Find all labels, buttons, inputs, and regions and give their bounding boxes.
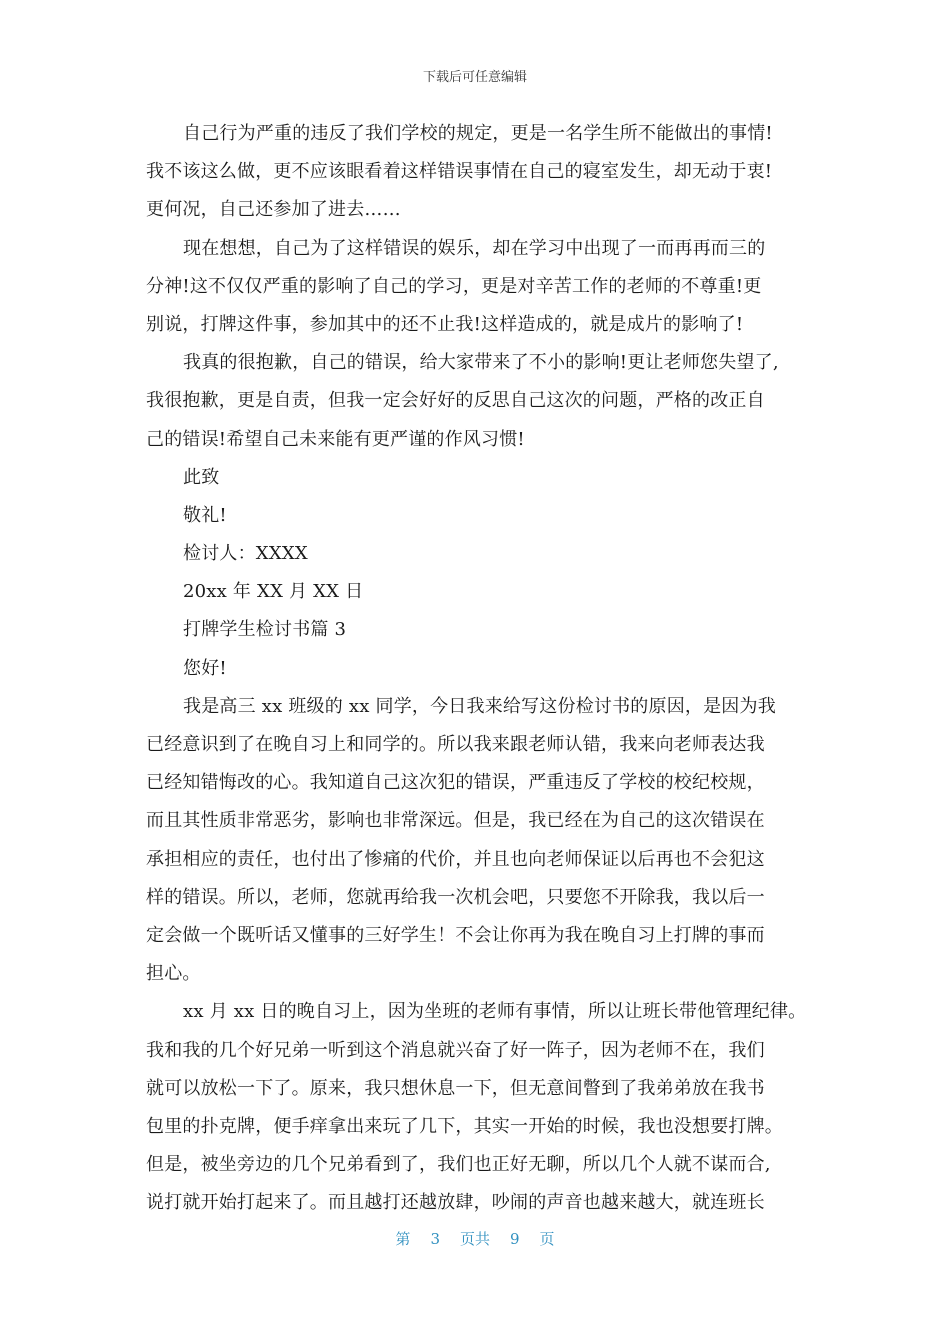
text-line: 自己行为严重的违反了我们学校的规定，更是一名学生所不能做出的事情! <box>183 123 773 144</box>
footer-prefix: 第 <box>395 1230 411 1248</box>
document-body <box>146 120 836 1227</box>
text-line: 包里的扑克牌，便手痒拿出来玩了几下，其实一开始的时候，我也没想要打牌。 <box>146 1115 783 1137</box>
page-footer <box>0 1228 950 1249</box>
text-line: 说打就开始打起来了。而且越打还越放肆，吵闹的声音也越来越大，就连班长 <box>146 1192 765 1214</box>
text-line: xx 月 xx 日的晚自习上，因为坐班的老师有事情，所以让班长带他管理纪律。 <box>183 1001 807 1023</box>
text-line: 而且其性质非常恶劣，影响也非常深远。但是，我已经在为自己的这次错误在 <box>146 810 765 832</box>
text-line: 检讨人：XXXX <box>183 543 308 565</box>
text-line: 敬礼! <box>183 504 227 526</box>
footer-middle: 页共 <box>459 1230 490 1248</box>
text-line: 我很抱歉，更是自责，但我一定会好好的反思自己这次的问题，严格的改正自 <box>146 390 765 412</box>
text-line: 20xx 年 XX 月 XX 日 <box>183 581 364 603</box>
page-header: 下载后可任意编辑 <box>422 70 527 85</box>
text-line: 样的错误。所以，老师，您就再给我一次机会吧，只要您不开除我，我以后一 <box>146 886 765 908</box>
text-line: 我和我的几个好兄弟一听到这个消息就兴奋了好一阵子，因为老师不在，我们 <box>146 1039 765 1061</box>
text-line: 我不该这么做，更不应该眼看着这样错误事情在自己的寝室发生，却无动于衷! <box>146 161 773 183</box>
text-line: 承担相应的责任，也付出了惨痛的代价，并且也向老师保证以后再也不会犯这 <box>146 848 765 870</box>
text-line: 已经意识到了在晚自习上和同学的。所以我来跟老师认错，我来向老师表达我 <box>146 734 765 755</box>
text-line: 您好! <box>183 657 227 679</box>
text-line: 别说，打牌这件事，参加其中的还不止我!这样造成的，就是成片的影响了! <box>146 313 744 335</box>
text-line: 分神!这不仅仅严重的影响了自己的学习，更是对辛苦工作的老师的不尊重!更 <box>146 275 762 297</box>
text-line: 担心。 <box>146 963 201 985</box>
text-line: 现在想想，自己为了这样错误的娱乐，却在学习中出现了一而再再而三的 <box>183 237 766 259</box>
section-title: 打牌学生检讨书篇 3 <box>183 619 347 641</box>
text-line: 我真的很抱歉，自己的错误，给大家带来了不小的影响!更让老师您失望了, <box>183 352 779 374</box>
text-line: 更何况，自己还参加了进去…… <box>146 199 401 221</box>
text-line: 但是，被坐旁边的几个兄弟看到了，我们也正好无聊，所以几个人就不谋而合, <box>146 1154 771 1176</box>
text-line: 已经知错悔改的心。我知道自己这次犯的错误，严重违反了学校的校纪校规， <box>146 772 765 794</box>
footer-suffix: 页 <box>539 1230 555 1248</box>
text-line: 我是高三 xx 班级的 xx 同学，今日我来给写这份检讨书的原因，是因为我 <box>183 695 776 717</box>
text-line: 就可以放松一下了。原来，我只想休息一下，但无意间瞥到了我弟弟放在我书 <box>146 1077 765 1099</box>
total-pages-number: 9 <box>510 1230 520 1248</box>
text-line: 定会做一个既听话又懂事的三好学生！不会让你再为我在晚自习上打牌的事而 <box>146 924 765 946</box>
text-line: 此致 <box>183 466 220 488</box>
current-page-number: 3 <box>430 1230 440 1248</box>
text-line: 己的错误!希望自己未来能有更严谨的作风习惯! <box>146 428 525 450</box>
